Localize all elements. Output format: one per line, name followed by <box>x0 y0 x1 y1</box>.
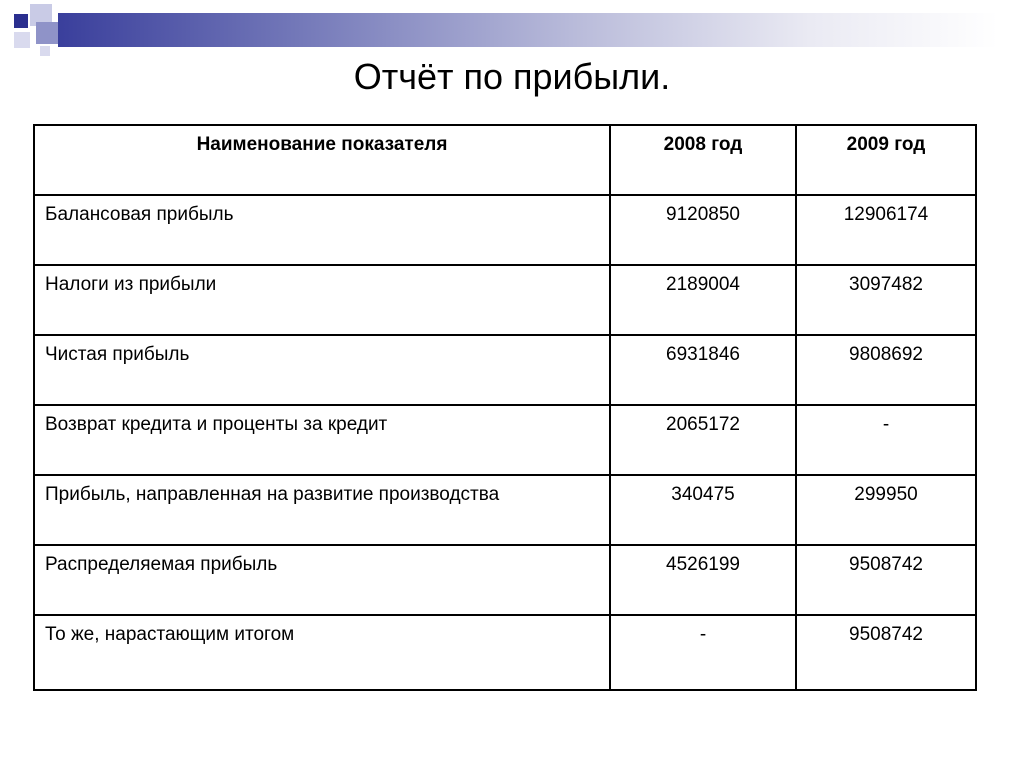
value-2009: 12906174 <box>796 195 976 265</box>
value-2008: 2065172 <box>610 405 796 475</box>
table-row <box>34 405 976 475</box>
indicator-name: Прибыль, направленная на развитие производства <box>34 475 610 545</box>
indicator-name: То же, нарастающим итогом <box>34 615 610 690</box>
value-2008: - <box>610 615 796 690</box>
value-2008: 2189004 <box>610 265 796 335</box>
table-row <box>34 265 976 335</box>
table-row <box>34 195 976 265</box>
indicator-name: Возврат кредита и проценты за кредит <box>34 405 610 475</box>
square-dark <box>14 14 28 28</box>
header-2009: 2009 год <box>796 125 976 195</box>
value-2009: 3097482 <box>796 265 976 335</box>
value-2008: 9120850 <box>610 195 796 265</box>
indicator-name: Чистая прибыль <box>34 335 610 405</box>
square-pale <box>40 46 50 56</box>
table-row <box>34 475 976 545</box>
header-indicator-name: Наименование показателя <box>34 125 610 195</box>
value-2008: 6931846 <box>610 335 796 405</box>
value-2008: 340475 <box>610 475 796 545</box>
indicator-name: Налоги из прибыли <box>34 265 610 335</box>
indicator-name: Распределяемая прибыль <box>34 545 610 615</box>
slide-title: Отчёт по прибыли. <box>353 56 671 97</box>
square-pale <box>14 32 30 48</box>
table-header-row <box>34 125 976 195</box>
table-row <box>34 615 976 690</box>
value-2009: 9808692 <box>796 335 976 405</box>
value-2009: - <box>796 405 976 475</box>
profit-report-table <box>33 124 977 691</box>
table-row <box>34 335 976 405</box>
value-2008: 4526199 <box>610 545 796 615</box>
square-mid <box>36 22 58 44</box>
table-row <box>34 545 976 615</box>
header-gradient-bar <box>58 13 998 47</box>
header-2008: 2008 год <box>610 125 796 195</box>
value-2009: 9508742 <box>796 545 976 615</box>
value-2009: 9508742 <box>796 615 976 690</box>
value-2009: 299950 <box>796 475 976 545</box>
indicator-name: Балансовая прибыль <box>34 195 610 265</box>
